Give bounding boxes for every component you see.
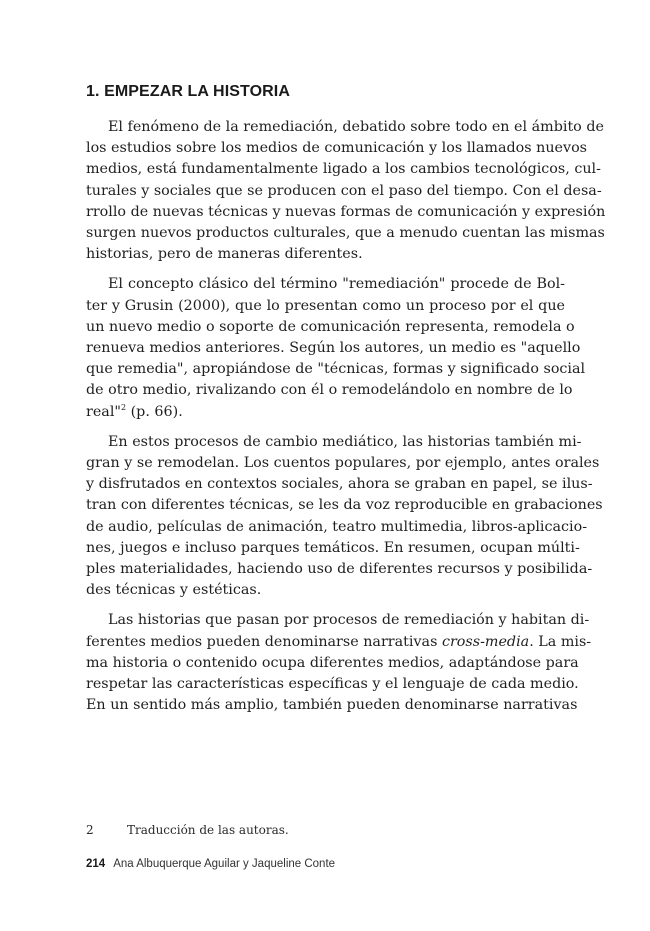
footnote	[86, 823, 289, 837]
text-line: El concepto clásico del término "remediación" procede de Bol-	[108, 276, 565, 293]
text-line: respetar las características específicas y el lenguaje de cada medio.	[86, 676, 579, 693]
running-footer-authors: Ana Albuquerque Aguilar y Jaqueline Conte	[113, 858, 336, 870]
text-line: y disfrutados en contextos sociales, ahora se graban en papel, se ilus-	[86, 476, 593, 493]
paragraph-1	[86, 117, 606, 265]
text-line: historias, pero de maneras diferentes.	[86, 246, 363, 263]
text-line: ma historia o contenido ocupa diferentes medios, adaptándose para	[86, 654, 579, 671]
text-line	[86, 632, 592, 653]
footnote-text: Traducción de las autoras.	[127, 823, 289, 837]
page-footer	[86, 858, 335, 870]
text-line: En un sentido más amplio, también pueden denominarse narrativas	[86, 697, 578, 714]
footnote-number: 2	[86, 823, 94, 837]
text-line	[86, 402, 565, 423]
page-number: 214	[86, 858, 106, 870]
text-line: turales y sociales que se producen con el paso del tiempo. Con el desa-	[86, 182, 602, 199]
text-line: de audio, películas de animación, teatro multimedia, libros-aplicacio-	[86, 518, 588, 535]
text-fragment: . La mis-	[529, 633, 592, 650]
paragraph-2	[86, 274, 586, 422]
text-line: un nuevo medio o soporte de comunicación representa, remodela o	[86, 318, 575, 335]
italic-term: cross-media	[441, 633, 530, 650]
text-line: gran y se remodelan. Los cuentos populares, por ejemplo, antes orales	[86, 455, 600, 472]
text-line: tran con diferentes técnicas, se les da voz reproducible en grabaciones	[86, 497, 603, 514]
text-line: ples materialidades, haciendo uso de diferentes recursos y posibilida-	[86, 561, 593, 578]
paragraph-4	[86, 610, 592, 716]
text-line: rrollo de nuevas técnicas y nuevas formas de comunicación y expresión	[86, 203, 606, 220]
text-line: los estudios sobre los medios de comunicación y los llamados nuevos	[86, 140, 588, 157]
paragraph-3	[86, 432, 603, 602]
text-line: El fenómeno de la remediación, debatido sobre todo en el ámbito de	[108, 119, 604, 135]
text-line: medios, está fundamentalmente ligado a los cambios tecnológicos, cul-	[86, 161, 601, 178]
text-line: nes, juegos e incluso parques temáticos. En resumen, ocupan múlti-	[86, 539, 580, 556]
text-fragment: real"	[86, 403, 121, 420]
text-line: des técnicas y estéticas.	[86, 582, 262, 599]
footnote-reference[interactable]: 2	[120, 402, 127, 412]
text-line: En estos procesos de cambio mediático, las historias también mi-	[108, 433, 582, 450]
text-line: renueva medios anteriores. Según los autores, un medio es "aquello	[86, 340, 581, 357]
text-line: surgen nuevos productos culturales, que a menudo cuentan las mismas	[86, 225, 605, 242]
body-text	[86, 117, 606, 725]
text-line: que remedia", apropiándose de "técnicas, formas y significado social	[86, 361, 586, 378]
section-heading: 1. EMPEZAR LA HISTORIA	[86, 83, 290, 100]
text-fragment: (p. 66).	[126, 403, 183, 420]
text-line: de otro medio, rivalizando con él o remodelándolo en nombre de lo	[86, 382, 573, 399]
text-line: Las historias que pasan por procesos de remediación y habitan di-	[108, 612, 590, 629]
text-line: ter y Grusin (2000), que lo presentan como un proceso por el que	[86, 297, 565, 314]
text-fragment: ferentes medios pueden denominarse narrativas	[86, 633, 442, 650]
